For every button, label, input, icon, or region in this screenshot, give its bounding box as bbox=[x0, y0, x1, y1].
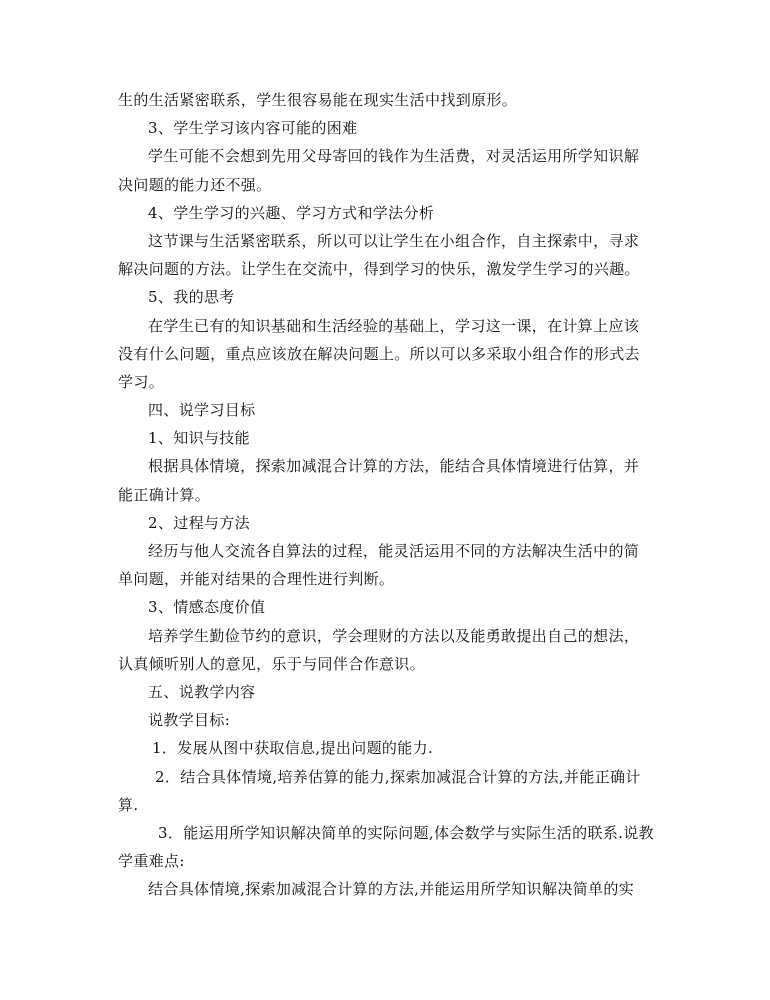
section-heading: 四、说学习目标 bbox=[148, 401, 256, 420]
paragraph-line: 结合具体情境,探索加减混合计算的方法,并能运用所学知识解决简单的实 bbox=[148, 880, 635, 899]
paragraph-line: 根据具体情境，探索加减混合计算的方法，能结合具体情境进行估算，并 bbox=[148, 457, 640, 476]
paragraph-line: 在学生已有的知识基础和生活经验的基础上，学习这一课，在计算上应该 bbox=[148, 316, 640, 335]
section-heading: 3、学生学习该内容可能的困难 bbox=[148, 119, 358, 138]
list-item: 1．发展从图中获取信息,提出问题的能力. bbox=[152, 739, 434, 758]
paragraph-line: 学习。 bbox=[118, 372, 165, 391]
paragraph-line: 决问题的能力还不强。 bbox=[118, 175, 272, 194]
section-heading: 2、过程与方法 bbox=[148, 513, 250, 532]
paragraph-line: 单问题，并能对结果的合理性进行判断。 bbox=[118, 570, 395, 589]
paragraph-line: 解决问题的方法。让学生在交流中，得到学习的快乐，激发学生学习的兴趣。 bbox=[118, 260, 640, 279]
paragraph-line: 认真倾听别人的意见，乐于与同伴合作意识。 bbox=[118, 654, 426, 673]
section-heading: 5、我的思考 bbox=[148, 288, 235, 307]
section-heading: 五、说教学内容 bbox=[148, 682, 256, 701]
paragraph-line: 算. bbox=[118, 795, 139, 814]
paragraph-line: 学生可能不会想到先用父母寄回的钱作为生活费，对灵活运用所学知识解 bbox=[148, 147, 640, 166]
paragraph-line: 没有什么问题，重点应该放在解决问题上。所以可以多采取小组合作的形式去 bbox=[118, 344, 640, 363]
section-heading: 3、情感态度价值 bbox=[148, 598, 266, 617]
list-item: 3．能运用所学知识解决简单的实际问题,体会数学与实际生活的联系.说教 bbox=[158, 823, 654, 842]
paragraph-line: 培养学生勤俭节约的意识，学会理财的方法以及能勇敢提出自己的想法， bbox=[148, 626, 640, 645]
section-heading: 4、学生学习的兴趣、学习方式和学法分析 bbox=[148, 203, 435, 222]
section-heading: 1、知识与技能 bbox=[148, 429, 250, 448]
paragraph-line: 这节课与生活紧密联系，所以可以让学生在小组合作，自主探索中，寻求 bbox=[148, 231, 640, 250]
section-heading: 说教学目标: bbox=[148, 711, 231, 730]
document-body bbox=[118, 86, 654, 903]
paragraph-line: 学重难点: bbox=[118, 852, 185, 871]
paragraph-line: 能正确计算。 bbox=[118, 485, 211, 504]
paragraph-line: 生的生活紧密联系，学生很容易能在现实生活中找到原形。 bbox=[118, 91, 518, 109]
list-item: 2．结合具体情境,培养估算的能力,探索加减混合计算的方法,并能正确计 bbox=[155, 767, 641, 786]
paragraph-line: 经历与他人交流各自算法的过程，能灵活运用不同的方法解决生活中的简 bbox=[148, 542, 640, 560]
